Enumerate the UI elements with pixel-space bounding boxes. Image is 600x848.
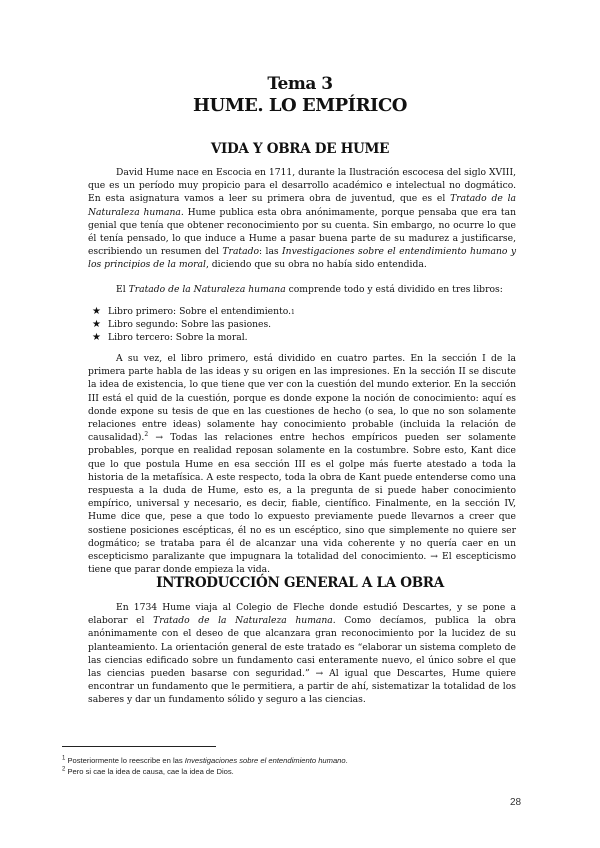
book-list	[92, 305, 512, 345]
section-heading-vida-obra: VIDA Y OBRA DE HUME	[210, 141, 390, 157]
list-item-text: Libro tercero: Sobre la moral.	[108, 332, 248, 344]
italic-title: Investigaciones sobre el entendimiento humano	[184, 756, 346, 765]
italic-title: Tratado de la Naturaleza humana	[153, 615, 333, 627]
paragraph-libro-primero	[88, 352, 516, 576]
list-item	[92, 331, 512, 344]
footnote-marker: 2	[144, 431, 149, 439]
footnote-text: Pero si cae la idea de causa, cae la idea de Dios.	[65, 767, 234, 776]
text-run: : las	[259, 246, 283, 258]
text-run: . Hume publica esta obra anónimamente, porque pensaba que era tan genial que tenía que obtener reconocimiento por su cuenta. Sin embargo, no ocurre lo que él tenía pensado, lo que induce a Hume a pasar buena parte de su madurez a justificarse, escribiendo un resumen del	[88, 206, 516, 258]
italic-title: Investigaciones sobre el entendimiento humano y los principios de la moral	[88, 246, 517, 271]
footnote-number: 2	[62, 766, 66, 773]
section-heading-introduccion: INTRODUCCIÓN GENERAL A LA OBRA	[156, 575, 444, 591]
list-item-text: Libro primero: Sobre el entendimiento.	[108, 306, 292, 317]
footnote-2	[62, 767, 522, 777]
paragraph-introduccion	[88, 601, 516, 707]
star-bullet-icon: ★	[92, 306, 101, 317]
text-run: A su vez, el libro primero, está dividido en cuatro partes. En la sección I de la primera parte habla de las ideas y su origen en las impresiones. En la sección II se discute la idea de existencia, lo que tiene que ver con la cuestión del mundo exterior. En la sección III está el quid de la cuestión, porque es donde expone la noción de conocimiento: aquí es donde expone su tesis de que en las cuestiones de hecho (o sea, lo que no son solamente relaciones entre ideas) solamente hay conocimiento probable (incluida la relación de causalidad).	[88, 353, 516, 444]
italic-title: Tratado de la Naturaleza humana	[88, 193, 516, 218]
italic-title: Tratado de la Naturaleza humana	[128, 284, 286, 295]
text-run: , diciendo que su obra no había sido entendida.	[205, 259, 427, 271]
paragraph-tratado-books	[88, 283, 516, 296]
list-item-text: Libro segundo: Sobre las pasiones.	[108, 319, 272, 331]
text-run: comprende todo y está dividido en tres libros:	[285, 284, 503, 295]
italic-title: Tratado	[222, 246, 260, 258]
text-run: En 1734 Hume viaja al Colegio de Fleche donde estudió Descartes, y se pone a elaborar el	[88, 602, 516, 627]
text-run: . Como decíamos, publica la obra anónimamente con el deseo de que alcanzara gran reconocimiento por la lucidez de su planteamiento. La orientación general de este tratado es “elaborar un sistema completo de las ciencias edificado sobre un fundamento casi enteramente nuevo, el único sobre el que las ciencias pueden basarse con seguridad.” → Al igual que Descartes, Hume quiere encontrar un fundamento que le permitiera, a partir de ahí, sistematizar la totalidad de los saberes y dar un fundamento sólido y seguro a las ciencias.	[88, 615, 517, 706]
list-item: ★ Libro primero: Sobre el entendimiento. 1	[92, 306, 295, 317]
footnote-number: 1	[62, 755, 66, 762]
text-run: David Hume nace en Escocia en 1711, durante la Ilustración escocesa del siglo XVIII, que es un período muy propicio para el desarrollo académico e intelectual no dogmático. En esta asignatura vamos a leer su primera obra de juventud, que es el	[88, 167, 516, 205]
footnote-separator	[62, 746, 216, 747]
text-run: → Todas las relaciones entre hechos empíricos pueden ser solamente probables, porque en realidad reposan solamente en la costumbre. Sobre esto, Kant dice que lo que postula Hume en esa sección III es el golpe más fuerte atestado a toda la historia de la metafísica. A este respecto, toda la obra de Kant puede entenderse como una respuesta a la duda de Hume, esto es, a la pregunta de si puede haber conocimiento empírico, universal y necesario, es decir, fiable, científico. Finalmente, en la sección IV, Hume dice que, pese a que todo lo expuesto previamente puede llevarnos a creer que sostiene posiciones escépticas, él no es un escéptico, sino que simplemente no quiere ser dogmático; se trataba para él de alcanzar una vida coherente y no quería caer en un escepticismo paralizante que impugnara la totalidad del conocimiento. → El escepticismo tiene que parar donde empieza la vida.	[88, 432, 516, 576]
text-run: El	[116, 284, 129, 295]
footnote-text: .	[345, 756, 348, 765]
footnote-1	[62, 756, 522, 766]
page-number: 28	[510, 797, 522, 808]
footnote-text: Posteriormente lo reescribe en las	[65, 756, 185, 765]
star-bullet-icon: ★	[92, 319, 101, 331]
chapter-number: Tema 3	[267, 74, 333, 94]
list-item	[92, 318, 512, 331]
chapter-title: HUME. LO EMPÍRICO	[193, 95, 407, 116]
paragraph-intro	[88, 166, 516, 272]
star-bullet-icon: ★	[92, 332, 101, 344]
